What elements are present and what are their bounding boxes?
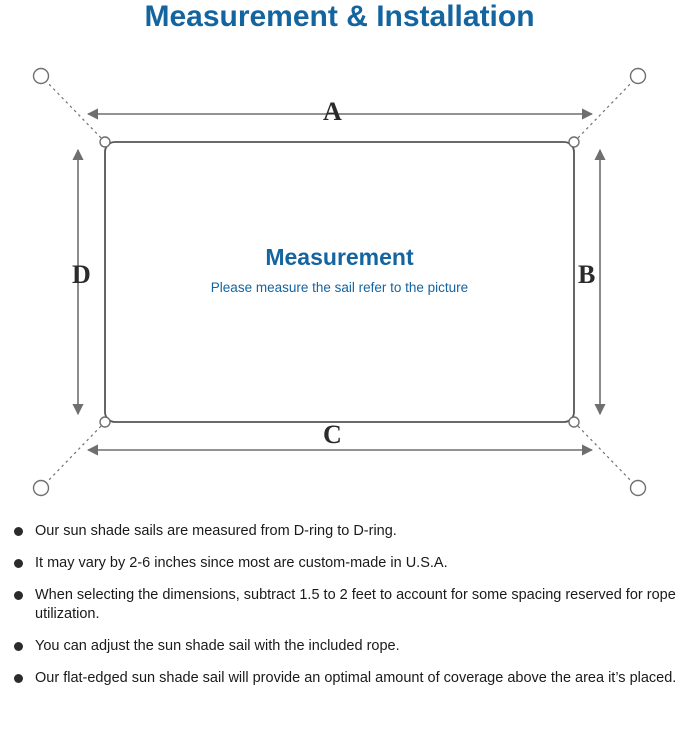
bullet-icon (14, 527, 23, 536)
list-item-text: Our sun shade sails are measured from D-ring to D-ring. (35, 523, 397, 539)
list-item-text: Our flat-edged sun shade sail will provide an optimal amount of coverage above the area it’s placed. (35, 670, 677, 686)
dimension-label-c: C (323, 420, 342, 449)
list-item (0, 554, 679, 573)
list-item-text: When selecting the dimensions, subtract 1.5 to 2 feet to account for some spacing reserved for rope utilization. (35, 587, 676, 622)
center-title: Measurement (265, 244, 414, 270)
list-item (0, 586, 679, 624)
dimension-label-b: B (578, 260, 596, 289)
list-item (0, 669, 679, 688)
notes-list (0, 522, 679, 701)
list-item (0, 637, 679, 656)
dimension-label-a: A (323, 97, 342, 126)
dimension-label-d: D (72, 260, 91, 289)
list-item-text: It may vary by 2-6 inches since most are custom-made in U.S.A. (35, 555, 448, 571)
bullet-icon (14, 674, 23, 683)
bullet-icon (14, 642, 23, 651)
bullet-icon (14, 559, 23, 568)
page-title: Measurement & Installation (144, 0, 535, 33)
bullet-icon (14, 591, 23, 600)
list-item-text: You can adjust the sun shade sail with the included rope. (35, 638, 400, 654)
measurement-diagram (0, 52, 679, 512)
list-item (0, 522, 679, 541)
center-subtitle: Please measure the sail refer to the picture (210, 280, 469, 295)
